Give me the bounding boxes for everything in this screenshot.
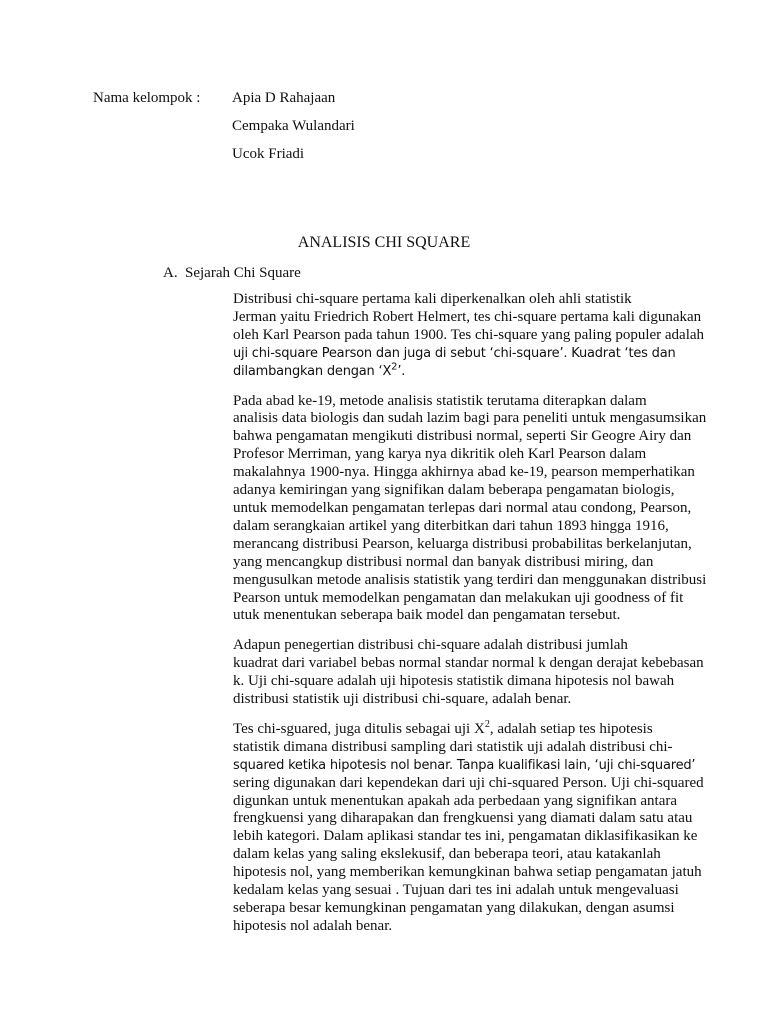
text-line: Distribusi chi-square pertama kali diperkenalkan oleh ahli statistik [233,291,632,307]
text-fragment: , adalah setiap tes hipotesis [489,720,653,737]
group-label: Nama kelompok : [93,90,201,106]
text-line: hipotesis nol adalah benar. [233,917,393,934]
paragraph-4 [186,718,704,936]
section-title: Sejarah Chi Square [185,265,301,281]
text-line: merancang distribusi Pearson, keluarga distribusi probabilitas berkelanjutan, [233,535,692,552]
text-line [186,718,682,739]
text-line: lebih kategori. Dalam aplikasi standar tes ini, pengamatan diklasifikasikan ke [233,828,698,845]
text-line: Pearson untuk memodelkan pengamatan dan melakukan uji goodness of fit [233,589,684,606]
text-line: Adapun penegertian distribusi chi-square adalah distribusi jumlah [233,637,628,654]
text-line: makalahnya 1900-nya. Hingga akhirnya abad ke-19, pearson memperhatikan [233,464,695,481]
text-line: analisis data biologis dan sudah lazim bagi para peneliti untuk mengasumsikan [233,410,707,427]
text-line: uji chi-square Pearson dan juga di sebut ‘chi-square’. Kuadrat ‘tes dan [233,345,676,361]
text-line: Profesor Merriman, yang karya nya dikritik oleh Karl Pearson dalam [233,446,647,463]
text-line: kedalam kelas yang sesuai . Tujuan dari tes ini adalah untuk mengevaluasi [233,882,679,899]
text-fragment: dilambangkan dengan ‘X [233,363,392,379]
text-line: statistik dimana distribusi sampling dari statistik uji adalah distribusi chi- [233,738,673,755]
text-line: utuk menentukan seberapa baik model dan pengamatan tersebut. [233,607,621,624]
member-name: Ucok Friadi [232,146,305,162]
paragraph-2 [186,392,707,626]
member-list [232,88,355,172]
member-name: Apia D Rahajaan [232,90,336,106]
text-line: digunkan untuk menentukan apakah ada perbedaan yang signifikan antara [233,792,678,809]
text-line: hipotesis nol, yang memberikan kemungkinan bahwa setiap pengamatan jatuh [233,864,702,881]
text-fragment: Tes chi-sguared, juga ditulis sebagai uji X [233,720,485,737]
text-line: Pada abad ke-19, metode analisis statistik terutama diterapkan dalam [233,392,647,409]
text-fragment: ’. [397,363,406,379]
text-line: seberapa besar kemungkinan pengamatan yang dilakukan, dengan asumsi [233,900,675,916]
text-line: dalam serangkaian artikel yang diterbitkan dari tahun 1893 hingga 1916, [233,517,669,534]
text-line: dalam kelas yang saling ekslekusif, dan beberapa teori, atau katakanlah [233,846,661,863]
section-number: A. [163,265,178,281]
text-line: frengkuensi yang diharapakan dan frengkuensi yang diamati dalam satu atau [233,810,693,827]
text-line: oleh Karl Pearson pada tahun 1900. Tes chi-square yang paling populer adalah [233,326,705,343]
text-line: mengusulkan metode analisis statistik yang terdiri dan menggunakan distribusi [233,571,707,588]
document-body [186,291,707,948]
text-line: Jerman yaitu Friedrich Robert Helmert, tes chi-square pertama kali digunakan [233,308,702,325]
paragraph-1 [186,291,705,381]
superscript: 2 [391,361,398,373]
text-line [186,363,682,381]
text-line: k. Uji chi-square adalah uji hipotesis statistik dimana hipotesis nol bawah [233,673,675,690]
text-line: adanya kemiringan yang signifikan dalam beberapa pengamatan biologis, [233,482,675,499]
document-title: ANALISIS CHI SQUARE [297,234,471,251]
text-line: bahwa pengamatan mengikuti distribusi normal, seperti Sir Geogre Airy dan [233,428,692,445]
member-name: Cempaka Wulandari [232,118,355,134]
text-line: squared ketika hipotesis nol benar. Tanpa kualifikasi lain, ‘uji chi-squared’ [233,757,696,773]
text-line: untuk memodelkan pengamatan terlepas dari normal atau condong, Pearson, [233,499,692,516]
superscript: 2 [484,718,490,730]
text-line: kuadrat dari variabel bebas normal standar normal k dengan derajat kebebasan [233,655,704,672]
section-heading [163,263,301,283]
paragraph-3 [186,637,704,709]
text-line: yang mencangkup distribusi normal dan banyak distribusi miring, dan [233,553,654,570]
text-line: distribusi statistik uji distribusi chi-square, adalah benar. [233,691,572,708]
text-line: sering digunakan dari kependekan dari uji chi-squared Person. Uji chi-squared [233,774,704,791]
